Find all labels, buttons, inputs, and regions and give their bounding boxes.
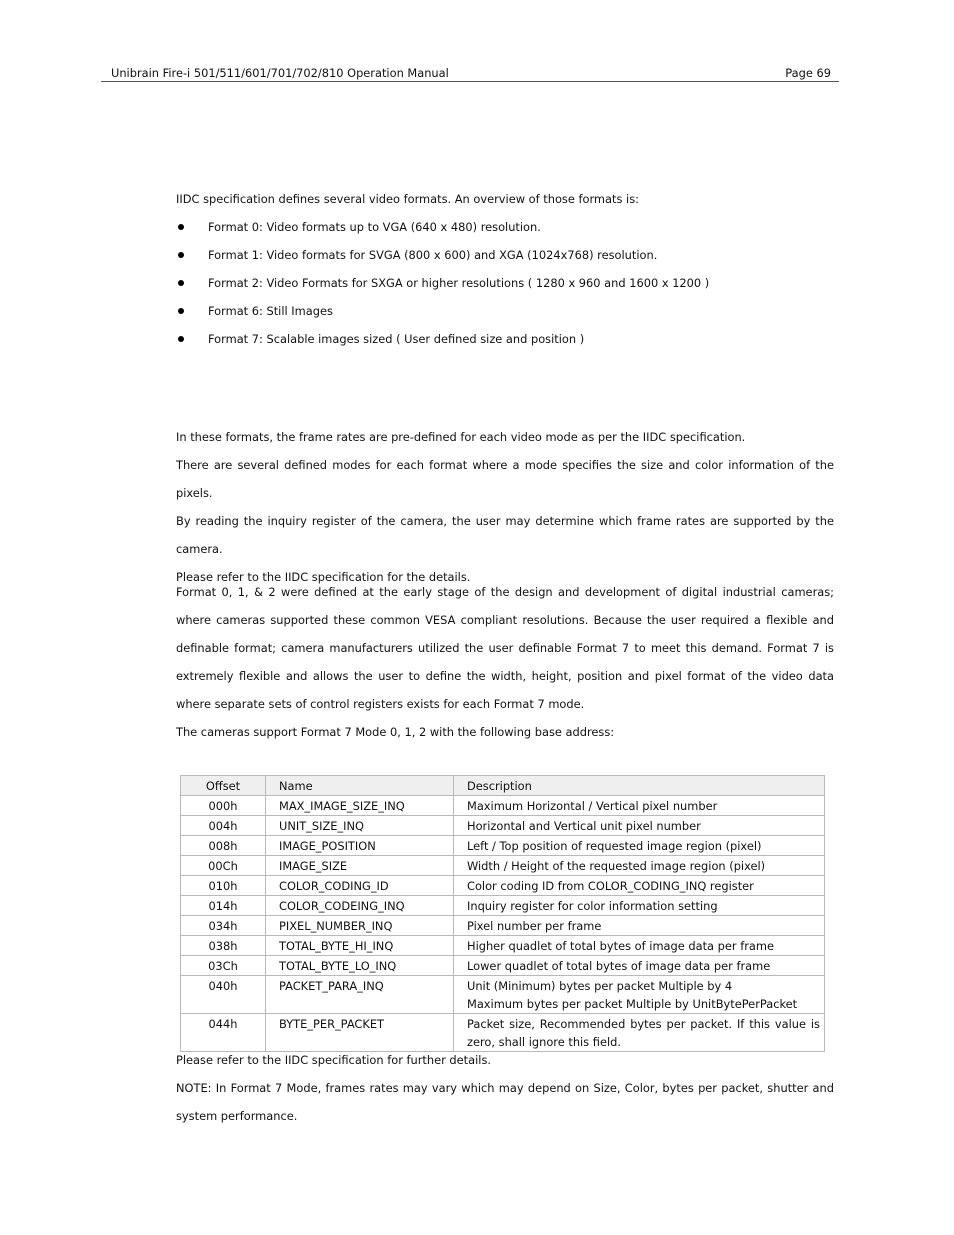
name-cell: IMAGE_POSITION bbox=[266, 836, 454, 856]
offset-cell: 014h bbox=[181, 896, 266, 916]
paragraph-line: By reading the inquiry register of the camera, the user may determine which frame rates are supported by the camera. bbox=[176, 514, 834, 556]
offset-header: Offset bbox=[181, 776, 266, 796]
format-text: Format 7: Scalable images sized ( User defined size and position ) bbox=[208, 332, 585, 346]
table-row bbox=[181, 896, 825, 916]
list-item bbox=[176, 217, 836, 245]
manual-title: Unibrain Fire-i 501/511/601/701/702/810 Operation Manual bbox=[111, 66, 449, 80]
offset-cell: 004h bbox=[181, 816, 266, 836]
base-address-intro: The cameras support Format 7 Mode 0, 1, 2 with the following base address: bbox=[176, 725, 615, 739]
bullet-icon bbox=[178, 224, 184, 230]
name-cell: PIXEL_NUMBER_INQ bbox=[266, 916, 454, 936]
format-text: Format 0: Video formats up to VGA (640 x 480) resolution. bbox=[208, 220, 541, 234]
format-list bbox=[176, 217, 836, 357]
description-cell: Width / Height of the requested image region (pixel) bbox=[454, 856, 825, 876]
description-header: Description bbox=[454, 776, 825, 796]
list-item bbox=[176, 329, 836, 357]
name-cell: TOTAL_BYTE_LO_INQ bbox=[266, 956, 454, 976]
page-number: Page 69 bbox=[785, 66, 831, 80]
list-item bbox=[176, 273, 836, 301]
offset-cell: 040h bbox=[181, 976, 266, 1014]
table-row bbox=[181, 856, 825, 876]
table-header-row bbox=[181, 776, 825, 796]
name-cell: COLOR_CODING_ID bbox=[266, 876, 454, 896]
name-cell: COLOR_CODEING_INQ bbox=[266, 896, 454, 916]
offset-cell: 00Ch bbox=[181, 856, 266, 876]
name-cell: MAX_IMAGE_SIZE_INQ bbox=[266, 796, 454, 816]
offset-cell: 008h bbox=[181, 836, 266, 856]
name-cell: PACKET_PARA_INQ bbox=[266, 976, 454, 1014]
offset-cell: 03Ch bbox=[181, 956, 266, 976]
table-row bbox=[181, 1014, 825, 1052]
page-header bbox=[101, 64, 839, 82]
offset-cell: 034h bbox=[181, 916, 266, 936]
paragraph-line: Please refer to the IIDC specification for the details. bbox=[176, 570, 471, 584]
name-cell: TOTAL_BYTE_HI_INQ bbox=[266, 936, 454, 956]
table-row bbox=[181, 936, 825, 956]
name-cell: IMAGE_SIZE bbox=[266, 856, 454, 876]
description-line: Maximum bytes per packet Multiple by UnitBytePerPacket bbox=[467, 997, 798, 1011]
bullet-icon bbox=[178, 336, 184, 342]
table-row bbox=[181, 916, 825, 936]
paragraph-line: In these formats, the frame rates are pre-defined for each video mode as per the IIDC specification. bbox=[176, 430, 746, 444]
bullet-icon bbox=[178, 308, 184, 314]
table-row bbox=[181, 796, 825, 816]
format-text: Format 1: Video formats for SVGA (800 x 600) and XGA (1024x768) resolution. bbox=[208, 248, 658, 262]
register-table bbox=[180, 775, 825, 1052]
description-cell: Lower quadlet of total bytes of image data per frame bbox=[454, 956, 825, 976]
description-cell: Packet size, Recommended bytes per packet. If this value is zero, shall ignore this field. bbox=[454, 1014, 825, 1052]
table-row bbox=[181, 816, 825, 836]
offset-cell: 044h bbox=[181, 1014, 266, 1052]
description-cell: Horizontal and Vertical unit pixel number bbox=[454, 816, 825, 836]
bullet-icon bbox=[178, 252, 184, 258]
description-cell: Pixel number per frame bbox=[454, 916, 825, 936]
name-header: Name bbox=[266, 776, 454, 796]
frame-rate-section bbox=[176, 423, 834, 591]
intro-paragraph: IIDC specification defines several video formats. An overview of those formats is: bbox=[176, 192, 639, 206]
description-cell: Color coding ID from COLOR_CODING_INQ register bbox=[454, 876, 825, 896]
format-text: Format 6: Still Images bbox=[208, 304, 333, 318]
description-cell bbox=[454, 976, 825, 1014]
bullet-icon bbox=[178, 280, 184, 286]
offset-cell: 038h bbox=[181, 936, 266, 956]
note-paragraph: NOTE: In Format 7 Mode, frames rates may vary which may depend on Size, Color, bytes per packet, shutter and system performance. bbox=[176, 1081, 834, 1123]
description-line: Unit (Minimum) bytes per packet Multiple by 4 bbox=[467, 979, 733, 993]
list-item bbox=[176, 245, 836, 273]
format7-paragraph: Format 0, 1, & 2 were defined at the early stage of the design and development of digital industrial cameras; where cameras supported these common VESA compliant resolutions. Because the user required a flexible and definable format; camera manufacturers utilized the user definable Format 7 to meet this demand. Format 7 is extremely flexible and allows the user to define the width, height, position and pixel format of the video data where separate sets of control registers exists for each Format 7 mode. bbox=[176, 585, 834, 711]
format-text: Format 2: Video Formats for SXGA or higher resolutions ( 1280 x 960 and 1600 x 1200 ) bbox=[208, 276, 710, 290]
table-row bbox=[181, 836, 825, 856]
name-cell: BYTE_PER_PACKET bbox=[266, 1014, 454, 1052]
description-cell: Inquiry register for color information setting bbox=[454, 896, 825, 916]
table-row bbox=[181, 976, 825, 1014]
description-cell: Higher quadlet of total bytes of image data per frame bbox=[454, 936, 825, 956]
description-cell: Maximum Horizontal / Vertical pixel number bbox=[454, 796, 825, 816]
offset-cell: 000h bbox=[181, 796, 266, 816]
paragraph-line: There are several defined modes for each format where a mode specifies the size and color information of the pixels. bbox=[176, 458, 834, 500]
offset-cell: 010h bbox=[181, 876, 266, 896]
further-details: Please refer to the IIDC specification for further details. bbox=[176, 1053, 491, 1067]
table-row bbox=[181, 956, 825, 976]
name-cell: UNIT_SIZE_INQ bbox=[266, 816, 454, 836]
list-item bbox=[176, 301, 836, 329]
table-row bbox=[181, 876, 825, 896]
description-cell: Left / Top position of requested image region (pixel) bbox=[454, 836, 825, 856]
